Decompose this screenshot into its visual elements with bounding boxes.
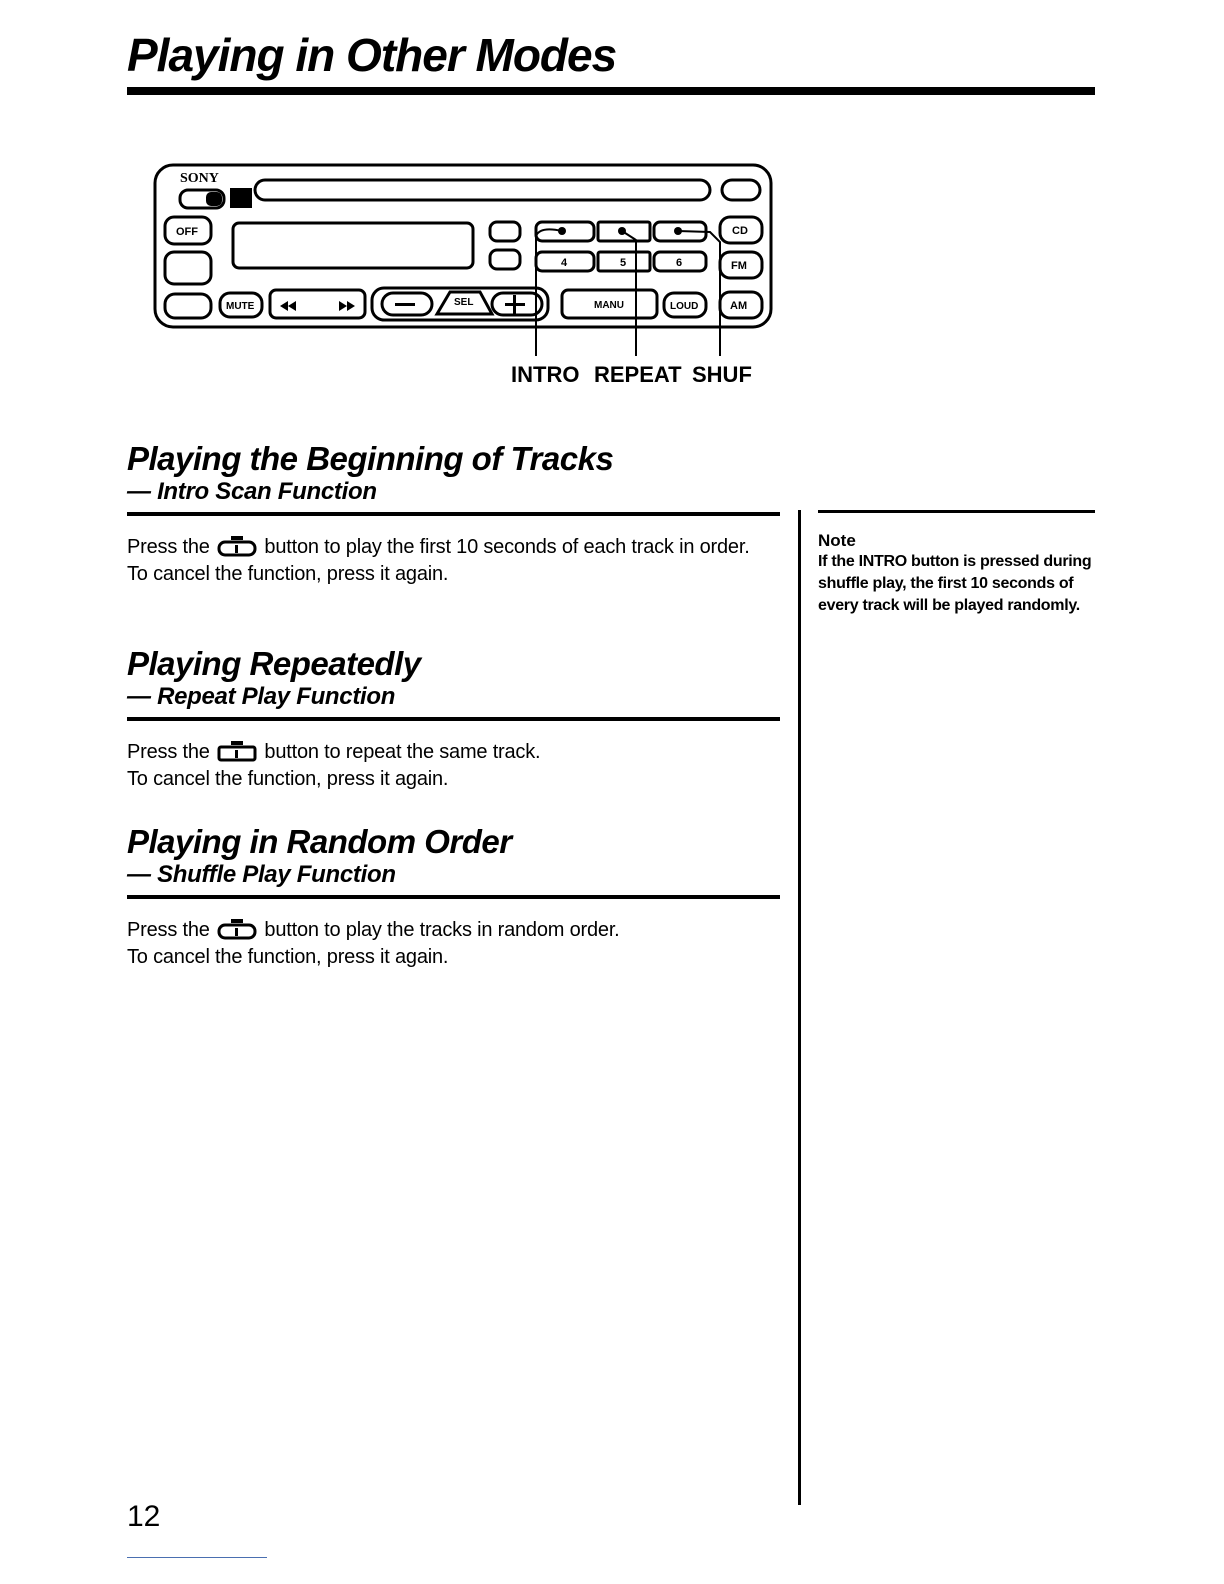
instruction-prefix: Press the — [127, 536, 210, 558]
mute-label: MUTE — [226, 301, 255, 312]
instruction-suffix: button to repeat the same track. — [264, 741, 541, 763]
note-heading: Note — [818, 531, 856, 550]
instruction-suffix: button to play the tracks in random order. — [264, 919, 620, 941]
lower-left-button-shape — [165, 294, 211, 318]
mode-button-upper — [490, 222, 520, 241]
disc-slot — [255, 180, 710, 200]
note-rule — [818, 510, 1095, 513]
scan-button-shape — [165, 252, 211, 284]
note-text: If the INTRO button is pressed during shuffle play, the first 10 seconds of every track will be played randomly. — [818, 553, 1092, 614]
instruction-prefix: Press the — [127, 741, 210, 763]
note-box — [818, 510, 1095, 617]
title-rule — [127, 87, 1095, 95]
section-rule — [127, 717, 780, 721]
shuffle-button-icon — [217, 918, 257, 940]
section-rule — [127, 512, 780, 516]
section-heading: Playing in Random Order — [127, 823, 512, 860]
am-label: AM — [730, 300, 748, 312]
section-heading: Playing the Beginning of Tracks — [127, 440, 614, 477]
mode-button-lower — [490, 250, 520, 269]
section-rule — [127, 895, 780, 899]
instruction-prefix: Press the — [127, 919, 210, 941]
page-title: Playing in Other Modes — [127, 29, 617, 81]
fm-label: FM — [731, 260, 747, 272]
sel-label: SEL — [454, 297, 474, 308]
section-instruction — [127, 917, 780, 944]
preset-6-label: 6 — [676, 257, 683, 269]
callout-shuf: SHUF — [692, 362, 752, 387]
intro-button-icon — [217, 535, 257, 557]
section-heading: Playing Repeatedly — [127, 645, 421, 682]
preset-5-label: 5 — [620, 257, 627, 269]
manu-label: MANU — [594, 300, 624, 311]
section-instruction — [127, 534, 780, 561]
section-subheading: — Repeat Play Function — [127, 683, 396, 710]
loud-label: LOUD — [670, 301, 699, 312]
page-number: 12 — [127, 1500, 161, 1533]
instruction-suffix: button to play the first 10 seconds of each track in order. — [264, 536, 750, 558]
bottom-rule — [127, 1557, 267, 1558]
car-stereo-diagram — [150, 160, 780, 400]
section-cancel-text: To cancel the function, press it again. — [127, 768, 449, 790]
eject-button — [722, 180, 760, 200]
repeat-button-icon — [217, 740, 257, 762]
preset-4-label: 4 — [561, 257, 568, 269]
section-shuffle-play — [127, 823, 780, 971]
section-subheading: — Intro Scan Function — [127, 478, 377, 505]
section-intro-scan — [127, 440, 780, 588]
callout-intro: INTRO — [511, 362, 580, 387]
section-cancel-text: To cancel the function, press it again. — [127, 563, 449, 585]
section-instruction — [127, 739, 780, 766]
section-cancel-text: To cancel the function, press it again. — [127, 946, 449, 968]
cd-label: CD — [732, 225, 748, 237]
brand-logo-text: SONY — [180, 171, 219, 186]
column-divider — [798, 510, 801, 1505]
section-repeat-play — [127, 645, 780, 793]
section-subheading: — Shuffle Play Function — [127, 861, 396, 888]
display-window — [233, 223, 473, 268]
off-label: OFF — [176, 226, 198, 238]
callout-repeat: REPEAT — [594, 362, 682, 387]
